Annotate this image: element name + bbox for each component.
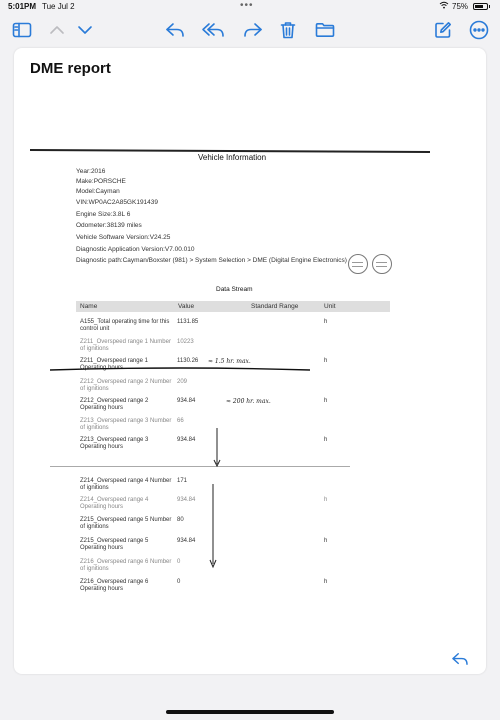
table-row: Z214_Overspeed range 4 Number of ignitions 171 bbox=[80, 478, 188, 491]
vehicle-software: Vehicle Software Version:V24.25 bbox=[76, 234, 171, 241]
mail-toolbar bbox=[0, 16, 500, 44]
vehicle-make: Make:PORSCHE bbox=[76, 178, 126, 185]
handwritten-marks bbox=[30, 144, 470, 644]
status-bar bbox=[0, 0, 500, 14]
table-row: Z211_Overspeed range 1 Number of ignitions 10223 bbox=[80, 339, 194, 352]
vehicle-model: Model:Cayman bbox=[76, 188, 120, 195]
status-time: 5:01PM bbox=[8, 2, 37, 11]
message-card bbox=[14, 48, 486, 674]
reply-all-icon[interactable] bbox=[200, 19, 226, 41]
handwritten-note: ≈ 1.5 hr. max. bbox=[208, 358, 251, 365]
table-row: Z215_Overspeed range 5 Operating hours 934.84 h bbox=[80, 538, 328, 551]
vehicle-odometer: Odometer:38139 miles bbox=[76, 222, 142, 229]
table-row: Z213_Overspeed range 3 Operating hours 934.84 h bbox=[80, 437, 328, 450]
table-row: Z215_Overspeed range 5 Number of ignitions 80 bbox=[80, 517, 184, 530]
diag-app-version: Diagnostic Application Version:V7.00.010 bbox=[76, 246, 195, 253]
reply-icon[interactable] bbox=[163, 19, 187, 41]
scanned-document bbox=[30, 144, 470, 644]
diag-path: Diagnostic path:Cayman/Boxster (981) > System Selection > DME (Digital Engine Electronics) bbox=[76, 257, 347, 264]
vehicle-info-title: Vehicle Information bbox=[198, 153, 267, 162]
table-row: Z213_Overspeed range 3 Number of ignitions 66 bbox=[80, 418, 184, 431]
col-standard-range: Standard Range bbox=[251, 303, 299, 310]
data-stream-title: Data Stream bbox=[216, 286, 253, 293]
chevron-down-icon[interactable] bbox=[74, 19, 96, 41]
vehicle-year: Year:2016 bbox=[76, 168, 106, 175]
sidebar-icon[interactable] bbox=[10, 19, 34, 41]
table-row: Z212_Overspeed range 2 Operating hours 934.84 h bbox=[80, 398, 328, 411]
trash-icon[interactable] bbox=[277, 19, 299, 41]
home-indicator[interactable] bbox=[166, 710, 334, 714]
battery-icon bbox=[473, 3, 488, 10]
table-row: Z214_Overspeed range 4 Operating hours 934.84 h bbox=[80, 497, 328, 510]
multitasking-dots-icon[interactable]: ••• bbox=[240, 0, 254, 11]
table-row: Z211_Overspeed range 1 Operating hours 1130.26 h bbox=[80, 358, 328, 371]
table-row: Z212_Overspeed range 2 Number of ignitions 209 bbox=[80, 379, 188, 392]
message-title: DME report bbox=[30, 60, 111, 77]
col-value: Value bbox=[178, 303, 195, 310]
vehicle-engine: Engine Size:3.8L 6 bbox=[76, 211, 131, 218]
status-date: Tue Jul 2 bbox=[42, 2, 75, 11]
table-row: A155_Total operating time for this control unit 1131.85 h bbox=[80, 319, 328, 332]
folder-icon[interactable] bbox=[313, 19, 337, 41]
more-icon[interactable] bbox=[467, 19, 491, 41]
reply-icon[interactable] bbox=[451, 648, 469, 670]
table-row: Z216_Overspeed range 6 Number of ignitions 0 bbox=[80, 559, 181, 572]
wifi-icon bbox=[439, 1, 449, 11]
vehicle-vin: VIN:WP0AC2A85GK191439 bbox=[76, 199, 159, 206]
col-name: Name bbox=[80, 303, 98, 310]
battery-percent: 75% bbox=[452, 2, 469, 11]
compose-icon[interactable] bbox=[432, 19, 454, 41]
table-row: Z216_Overspeed range 6 Operating hours 0 h bbox=[80, 579, 328, 592]
forward-icon[interactable] bbox=[241, 19, 265, 41]
col-unit: Unit bbox=[324, 303, 336, 310]
handwritten-note: ≈ 200 hr. max. bbox=[226, 398, 271, 405]
chevron-up-icon[interactable] bbox=[46, 19, 68, 41]
